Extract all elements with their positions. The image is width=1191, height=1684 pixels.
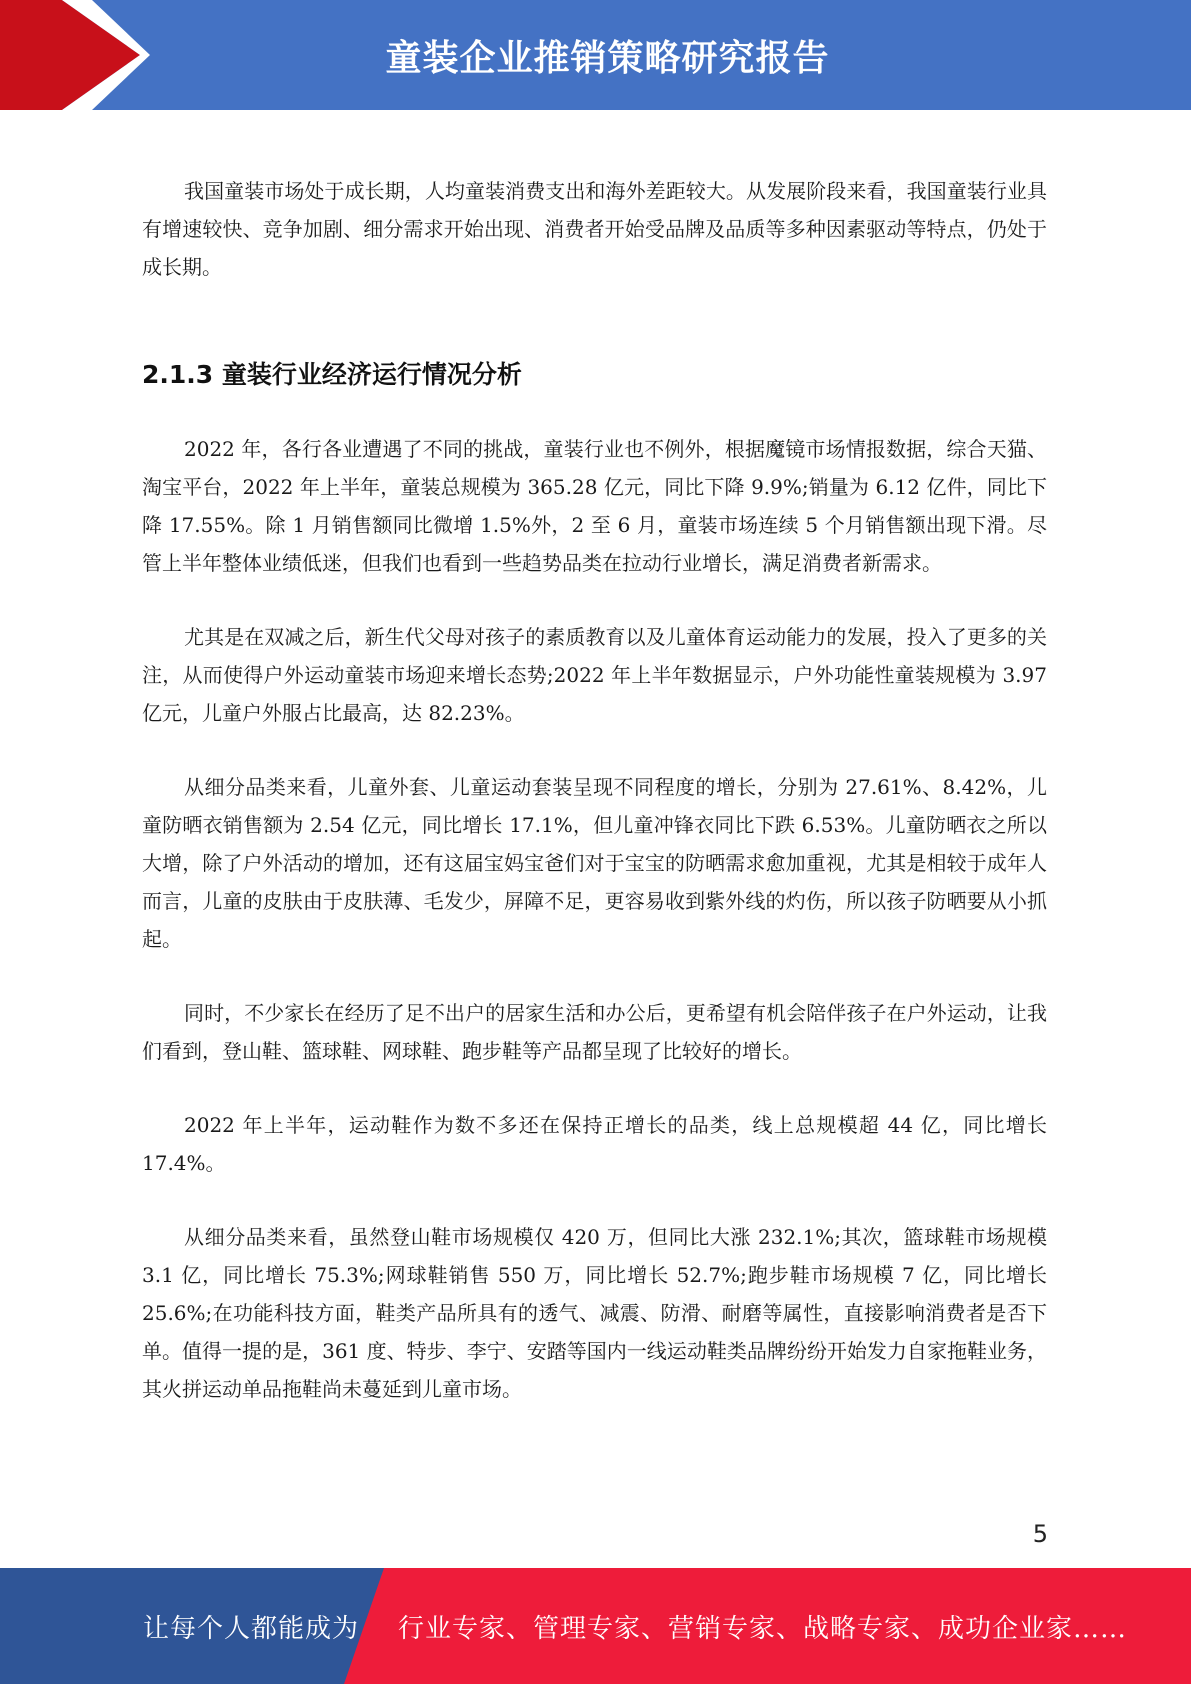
body-paragraph: 从细分品类来看，虽然登山鞋市场规模仅 420 万，但同比大涨 232.1%;其次，篮球鞋市场规模 3.1 亿，同比增长 75.3%;网球鞋销售 550 万，同比增长 52.7%;跑步鞋市场规模 7 亿，同比增长 25.6%;在功能科技方面，鞋类产品所具有的透气、减震、防滑、耐磨等属性，直接影响消费者是否下单。值得一提的是，361 度、特步、李宁、安踏等国内一线运动鞋类品牌纷纷开始发力自家拖鞋业务，其火拼运动单品拖鞋尚未蔓延到儿童市场。: [142, 1225, 1047, 1401]
page-number: 5: [1032, 1520, 1048, 1548]
section-heading: 2.1.3 童装行业经济运行情况分析: [142, 360, 522, 389]
body-paragraph: 尤其是在双减之后，新生代父母对孩子的素质教育以及儿童体育运动能力的发展，投入了更多的关注，从而使得户外运动童装市场迎来增长态势;2022 年上半年数据显示，户外功能性童装规模为 3.97 亿元，儿童户外服占比最高，达 82.23%。: [142, 625, 1047, 725]
body-paragraph: 2022 年上半年，运动鞋作为数不多还在保持正增长的品类，线上总规模超 44 亿，同比增长 17.4%。: [142, 1113, 1047, 1175]
footer-slogan-left: 让每个人都能成为: [143, 1613, 360, 1644]
intro-paragraph: 我国童装市场处于成长期，人均童装消费支出和海外差距较大。从发展阶段来看，我国童装行业具有增速较快、竞争加剧、细分需求开始出现、消费者开始受品牌及品质等多种因素驱动等特点，仍处于成长期。: [142, 179, 1047, 279]
report-title: 童装企业推销策略研究报告: [385, 37, 830, 79]
footer-banner: [0, 1568, 1191, 1684]
header-title-wrap: [0, 0, 1191, 110]
body-paragraph: 同时，不少家长在经历了足不出户的居家生活和办公后，更希望有机会陪伴孩子在户外运动，让我们看到，登山鞋、篮球鞋、网球鞋、跑步鞋等产品都呈现了比较好的增长。: [142, 1001, 1047, 1063]
footer-slogan-right: 行业专家、管理专家、营销专家、战略专家、成功企业家……: [398, 1613, 1128, 1644]
header-banner: [0, 0, 1191, 110]
body-paragraph: 从细分品类来看，儿童外套、儿童运动套装呈现不同程度的增长，分别为 27.61%、8.42%，儿童防晒衣销售额为 2.54 亿元，同比增长 17.1%，但儿童冲锋衣同比下跌 6.53%。儿童防晒衣之所以大增，除了户外活动的增加，还有这届宝妈宝爸们对于宝宝的防晒需求愈加重视，尤其是相较于成年人而言，儿童的皮肤由于皮肤薄、毛发少，屏障不足，更容易收到紫外线的灼伤，所以孩子防晒要从小抓起。: [142, 775, 1047, 951]
main-content: [142, 172, 1047, 1444]
body-paragraph: 2022 年，各行各业遭遇了不同的挑战，童装行业也不例外，根据魔镜市场情报数据，综合天猫、淘宝平台，2022 年上半年，童装总规模为 365.28 亿元，同比下降 9.9%;销量为 6.12 亿件，同比下降 17.55%。除 1 月销售额同比微增 1.5%外，2 至 6 月，童装市场连续 5 个月销售额出现下滑。尽管上半年整体业绩低迷，但我们也看到一些趋势品类在拉动行业增长，满足消费者新需求。: [142, 437, 1047, 575]
